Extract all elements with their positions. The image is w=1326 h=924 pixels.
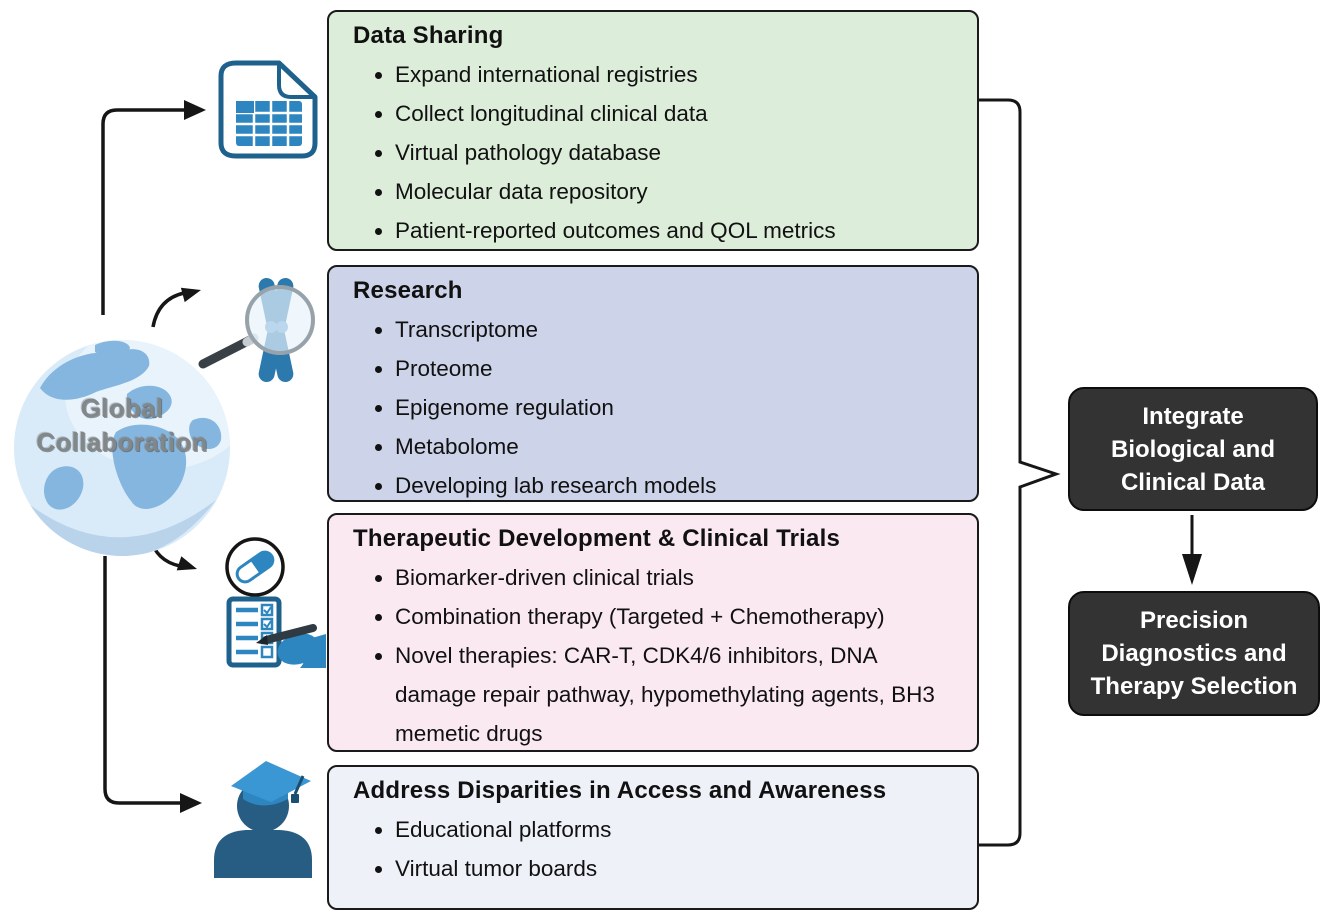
pill-checklist-icon [227,539,326,670]
bullet-item: • Virtual pathology database [395,133,961,172]
outcome-box-integrate [1068,387,1318,511]
graduate-icon [214,761,312,878]
bullet-item: • Transcriptome [395,310,961,349]
globe-label-line1: Global [80,393,164,423]
outcome-line: Biological and [1110,435,1275,463]
bullet-item: • Collect longitudinal clinical data [395,94,961,133]
outcome-line: Clinical Data [1120,468,1266,496]
outcome-line: Integrate [1142,402,1244,430]
bullet-item: • Novel therapies: CAR-T, CDK4/6 inhibitors, DNA damage repair pathway, hypomethylating agents, BH3 memetic drugs [395,636,961,753]
bracket-panels-to-integrate [979,100,1056,845]
bullet-item: • Educational platforms [395,810,961,849]
bullet-item: • Molecular data repository [395,172,961,211]
panel-title-research: Research [353,277,463,304]
outcome-line: Precision [1139,607,1249,634]
outcome-line: Diagnostics and [1101,640,1287,667]
panel-bullet-list-disparities [353,810,961,888]
panel-data-sharing [327,10,979,251]
bullet-item: • Patient-reported outcomes and QOL metrics [395,211,961,250]
bullet-item: • Biomarker-driven clinical trials [395,558,961,597]
bullet-item: • Virtual tumor boards [395,849,961,888]
bullet-item: • Expand international registries [395,55,961,94]
outcome-box-precision [1068,591,1320,716]
panel-bullet-list-therapeutic-development [353,558,961,753]
panel-title-data-sharing: Data Sharing [353,22,504,49]
panel-title-therapeutic-development: Therapeutic Development & Clinical Trials [353,525,841,552]
bullet-item: • Proteome [395,349,961,388]
connector-globe-to-research [153,288,201,327]
bullet-item: • Metabolome [395,427,961,466]
connector-globe-to-data-sharing [103,100,206,315]
bullet-item: • Epigenome regulation [395,388,961,427]
panel-bullet-list-data-sharing [353,55,961,250]
panel-title-disparities: Address Disparities in Access and Awareness [353,777,887,804]
bullet-item: • Combination therapy (Targeted + Chemotherapy) [395,597,961,636]
spreadsheet-document-icon [221,63,315,156]
panel-therapeutic-development [327,513,979,752]
globe-collaboration-label [10,391,234,459]
arrow-integrate-to-precision [1182,515,1202,585]
globe-label-line2: Collaboration [36,427,208,457]
panel-disparities [327,765,979,910]
outcome-line: Therapy Selection [1090,673,1298,700]
chromosome-magnifier-icon [203,276,313,383]
bullet-item: • Developing lab research models [395,466,961,505]
panel-research [327,265,979,502]
panel-bullet-list-research [353,310,961,505]
connector-globe-to-disparities [105,556,202,813]
